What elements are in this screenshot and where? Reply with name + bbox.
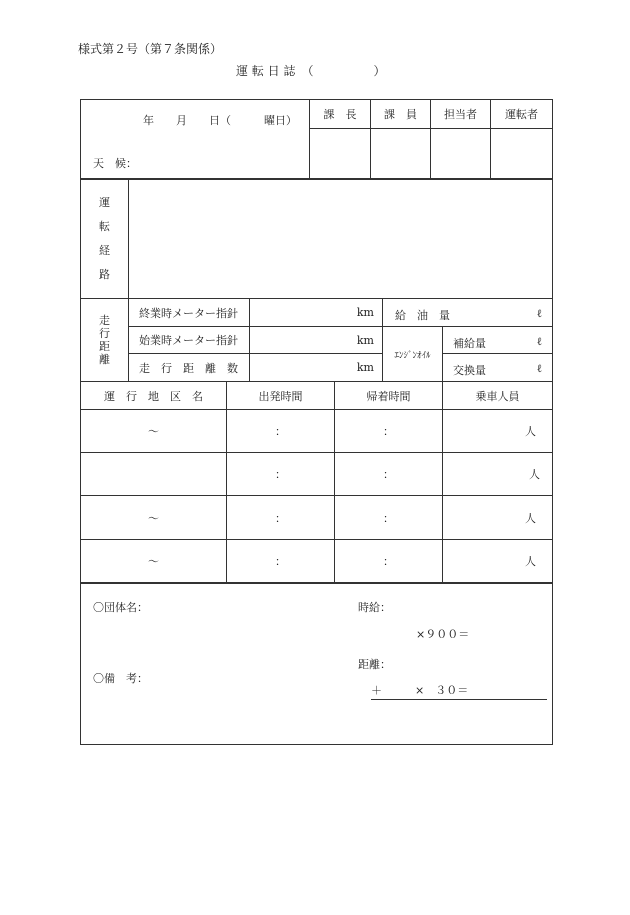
oil-refill-cell[interactable] — [443, 327, 553, 354]
form-number: 様式第２号（第７条関係） — [78, 42, 223, 56]
trip-people-input[interactable]: 人 — [443, 496, 553, 540]
trip-people-input[interactable]: 人 — [443, 410, 553, 453]
oil-change-unit: ℓ — [536, 362, 542, 375]
route-char-3: 経 — [99, 243, 110, 257]
oil-change-label: 交換量 — [453, 364, 486, 377]
approver-driver-label: 運転者 — [491, 100, 553, 129]
trip-row — [81, 540, 553, 583]
date-label: 年 月 日（ 曜日） — [143, 114, 297, 127]
trip-row — [81, 453, 553, 496]
trip-depart-input[interactable]: ： — [227, 453, 335, 496]
distance-side-label — [81, 299, 129, 382]
distance-fee-formula-text: ＋ × ３０＝ — [371, 684, 469, 697]
distance-char-4: 離 — [99, 353, 110, 366]
trip-return-input[interactable]: ： — [335, 410, 443, 453]
trip-depart-input[interactable]: ： — [227, 410, 335, 453]
approver-chief-label: 課 長 — [310, 100, 371, 129]
route-char-2: 転 — [99, 219, 110, 233]
distance-fee-formula[interactable] — [371, 682, 547, 700]
end-meter-label: 終業時メーター指針 — [129, 299, 250, 327]
engine-oil-label: ｴﾝｼﾞﾝｵｲﾙ — [383, 327, 443, 382]
route-label — [81, 179, 129, 299]
stamp-chief[interactable] — [310, 129, 371, 180]
top-table — [80, 99, 553, 180]
trip-row — [81, 496, 553, 540]
trips-header-return: 帰着時間 — [335, 382, 443, 410]
travel-distance-input[interactable] — [250, 354, 383, 382]
trip-depart-input[interactable]: ： — [227, 540, 335, 583]
route-input[interactable] — [129, 179, 553, 299]
route-char-4: 路 — [99, 267, 110, 281]
start-meter-unit: km — [356, 333, 374, 347]
trip-return-input[interactable]: ： — [335, 453, 443, 496]
trip-people-input[interactable]: 人 — [443, 540, 553, 583]
oil-refill-label: 補給量 — [453, 337, 486, 350]
footer-box — [80, 583, 553, 745]
travel-distance-unit: km — [356, 361, 374, 374]
remarks-label[interactable]: 〇備 考： — [93, 672, 148, 685]
weather-label: 天 候： — [93, 157, 137, 170]
trips-header-area: 運 行 地 区 名 — [81, 382, 227, 410]
fuel-label: 給 油 量 — [395, 309, 450, 322]
route-table — [80, 178, 553, 299]
hourly-formula[interactable]: ×９００＝ — [416, 628, 470, 641]
form-title: 運 転 日 誌 （ ） — [236, 64, 386, 78]
distance-table — [80, 298, 553, 382]
distance-char-1: 走 — [99, 314, 110, 327]
hourly-label: 時給： — [358, 601, 391, 614]
trip-people-input[interactable]: 人 — [443, 453, 553, 496]
trip-area-input[interactable] — [81, 453, 227, 496]
start-meter-label: 始業時メーター指針 — [129, 327, 250, 354]
oil-change-cell[interactable] — [443, 354, 553, 382]
distance-fee-label: 距離： — [358, 658, 391, 671]
trip-row — [81, 410, 553, 453]
stamp-staff[interactable] — [371, 129, 431, 180]
end-meter-unit: km — [356, 306, 374, 319]
oil-refill-unit: ℓ — [536, 335, 542, 348]
trip-area-input[interactable]: ～ — [81, 410, 227, 453]
fuel-cell[interactable] — [383, 299, 553, 327]
stamp-incharge[interactable] — [431, 129, 491, 180]
trip-return-input[interactable]: ： — [335, 540, 443, 583]
trip-area-input[interactable]: ～ — [81, 540, 227, 583]
end-meter-input[interactable] — [250, 299, 383, 327]
distance-char-2: 行 — [99, 327, 110, 340]
date-weather-cell[interactable] — [81, 100, 310, 180]
trips-table — [80, 381, 553, 583]
trip-depart-input[interactable]: ： — [227, 496, 335, 540]
approver-incharge-label: 担当者 — [431, 100, 491, 129]
route-char-1: 運 — [99, 195, 110, 209]
trips-header-people: 乗車人員 — [443, 382, 553, 410]
approver-staff-label: 課 員 — [371, 100, 431, 129]
distance-char-3: 距 — [99, 340, 110, 353]
start-meter-input[interactable] — [250, 327, 383, 354]
group-name-label[interactable]: 〇団体名： — [93, 601, 148, 614]
stamp-driver[interactable] — [491, 129, 553, 180]
trips-header-depart: 出発時間 — [227, 382, 335, 410]
travel-distance-label: 走 行 距 離 数 — [129, 354, 250, 382]
fuel-unit: ℓ — [536, 307, 542, 320]
trip-return-input[interactable]: ： — [335, 496, 443, 540]
trip-area-input[interactable]: ～ — [81, 496, 227, 540]
